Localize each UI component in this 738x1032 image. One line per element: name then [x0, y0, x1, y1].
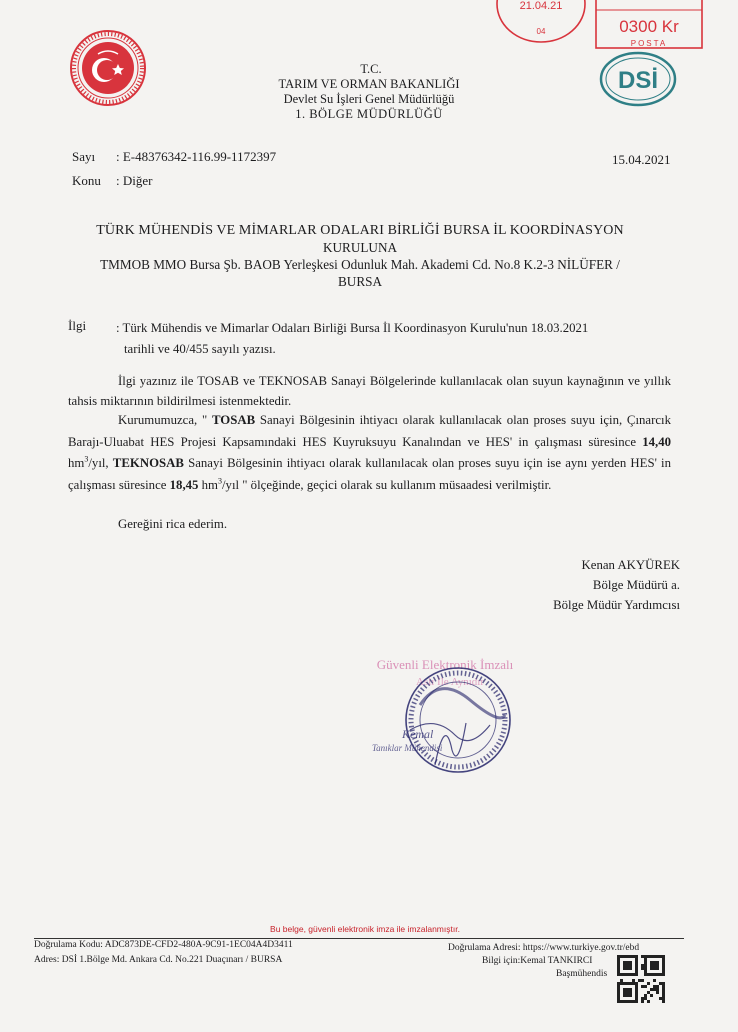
- p2-text-d: Sanayi Bölgesinin ihtiyacı olarak kullanılacak olan proses suyu için ise aynı yerden HES' in çalışması süresince: [68, 456, 671, 492]
- footer-info-title: Başmühendis: [556, 969, 608, 979]
- recipient-block: [60, 222, 660, 290]
- p2-text-a: Kurumumuzca, ": [118, 413, 212, 427]
- p2-sup-1: 3: [84, 454, 89, 464]
- signer-name: Kenan AKYÜREK: [581, 558, 680, 572]
- konu-value: : Diğer: [116, 173, 153, 188]
- stamp-code: 04: [536, 27, 546, 36]
- stamp-date: 21.04.21: [519, 0, 563, 12]
- p2-tosab: TOSAB: [211, 413, 256, 427]
- header-directorate: Devlet Su İşleri Genel Müdürlüğü: [283, 92, 455, 106]
- sayi-row: [72, 149, 276, 165]
- ilgi-line-2: tarihli ve 40/455 sayılı yazısı.: [124, 342, 276, 356]
- header-ministry: TARIM VE ORMAN BAKANLIĞI: [278, 77, 460, 91]
- body-paragraph-1: İlgi yazınız ile TOSAB ve TEKNOSAB Sanayi Bölgelerinde kullanılacak olan suyun kaynağının ve yıllık tahsis miktarının bildirilmesi istenmektedir.: [68, 374, 671, 408]
- official-seal: [340, 645, 550, 785]
- p2-value-1: 14,40: [642, 434, 671, 449]
- dsi-logo-text: DSİ: [617, 67, 659, 94]
- sayi-label: Sayı: [72, 149, 96, 164]
- stamp-label: POSTA: [630, 39, 668, 48]
- p2-unit-1: hm: [68, 456, 85, 470]
- p2-value-2: 18,45: [169, 477, 199, 492]
- recipient-line-3: TMMOB MMO Bursa Şb. BAOB Yerleşkesi Odunluk Mah. Akademi Cd. No.8 K.2-3 NİLÜFER /: [100, 257, 620, 272]
- verify-code: Doğrulama Kodu: ADC873DE-CFD2-480A-9C91-1EC04A4D3411: [34, 940, 293, 950]
- p2-text-c: /yıl,: [88, 456, 113, 470]
- footer-address: Adres: DSİ 1.Bölge Md. Ankara Cd. No.221 Duaçınarı / BURSA: [34, 955, 283, 965]
- p2-teknosab: TEKNOSAB: [112, 456, 184, 470]
- recipient-line-2: KURULUNA: [323, 240, 397, 255]
- ilgi-label: İlgi: [68, 318, 87, 333]
- signer-block: [553, 555, 680, 615]
- footer-esign-note: Bu belge, güvenli elektronik imza ile imzalanmıştır.: [270, 924, 460, 934]
- esign-title-fragment: Tanıklar Mühendisi: [372, 743, 443, 753]
- signer-title-2: Bölge Müdür Yardımcısı: [553, 598, 680, 612]
- esign-label: Güvenli Elektronik İmzalı: [376, 657, 514, 672]
- document-date: 15.04.2021: [612, 152, 671, 167]
- ilgi-line-1: : Türk Mühendis ve Mimarlar Odaları Birliği Bursa İl Koordinasyon Kurulu'nun 18.03.2021: [116, 321, 589, 335]
- sayi-value: : E-48376342-116.99-1172397: [116, 149, 277, 164]
- esign-sub: Aslı İle Aynıdır: [415, 676, 485, 688]
- recipient-line-4: BURSA: [338, 274, 382, 289]
- esign-name-fragment: Kemal: [402, 727, 434, 741]
- stamp-value: 0300 Kr: [619, 17, 679, 36]
- body-paragraph-3: Gereğini rica ederim.: [118, 517, 228, 531]
- header-region: 1. BÖLGE MÜDÜRLÜĞÜ: [295, 107, 443, 121]
- p2-text-b: Sanayi Bölgesinin ihtiyacı olarak kullanılacak olan proses suyu için, Çınarcık Barajı-Uluabat HES Projesi Kapsamındaki HES Kuyruksuyu Kanalından ve HES' in çalışması süresince: [68, 413, 671, 449]
- qr-code: [617, 955, 665, 1003]
- konu-row: [72, 173, 152, 189]
- signer-title-1: Bölge Müdürü a.: [592, 578, 680, 592]
- p2-sup-2: 3: [218, 476, 222, 486]
- p2-unit-2: hm: [198, 477, 218, 492]
- recipient-line-1: TÜRK MÜHENDİS VE MİMARLAR ODALARI BİRLİĞİ BURSA İL KOORDİNASYON: [96, 223, 624, 238]
- header-tc: T.C.: [360, 62, 382, 76]
- verify-address: Doğrulama Adresi: https://www.turkiye.gov.tr/ebd: [448, 943, 640, 953]
- konu-label: Konu: [72, 173, 101, 188]
- body-paragraph-2: [68, 410, 671, 496]
- document-header: [0, 62, 738, 122]
- ilgi-text: [116, 318, 656, 360]
- footer-divider: [34, 938, 684, 939]
- p2-text-e: /yıl " ölçeğinde, geçici olarak su kullanım müsaadesi verilmiştir.: [222, 477, 552, 492]
- footer-info: Bilgi için:Kemal TANKIRCI: [482, 956, 593, 966]
